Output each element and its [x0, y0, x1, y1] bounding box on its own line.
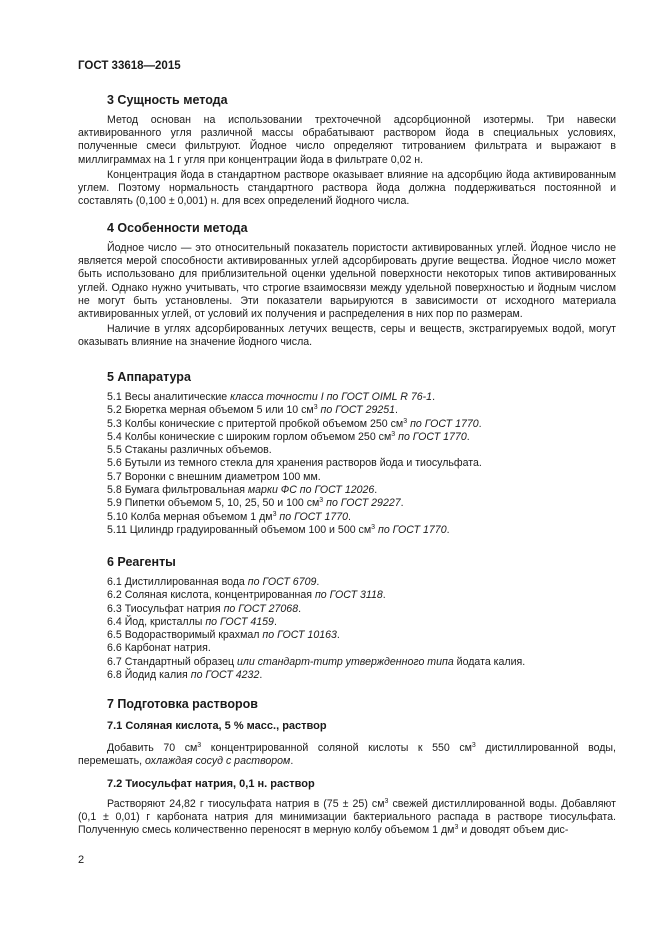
list-item	[107, 616, 525, 629]
document-header: ГОСТ 33618—2015	[78, 60, 181, 72]
text-fragment: .	[290, 755, 294, 768]
item-text: Воронки с внешним диаметром 100 мм.	[124, 470, 321, 483]
subsection-7-2-paragraph	[78, 798, 616, 838]
item-number: 5.8	[107, 484, 122, 497]
item-text: Колбы конические с притертой пробкой объемом 250 см	[124, 417, 404, 430]
list-item	[107, 497, 482, 510]
item-number: 5.5	[107, 444, 122, 457]
section-3-paragraph-1	[78, 114, 616, 167]
list-item	[107, 629, 525, 642]
superscript: 3	[197, 742, 202, 749]
text-fragment: Добавить 70 см	[107, 742, 198, 754]
item-end: .	[446, 523, 450, 536]
item-superscript: 3	[371, 523, 376, 531]
item-text: Бутыли из темного стекла для хранения растворов йода и тиосульфата.	[124, 457, 482, 470]
apparatus-list	[107, 391, 482, 537]
item-italic: по ГОСТ 29251	[320, 404, 396, 417]
item-tail: йодата калия.	[453, 655, 526, 668]
item-number: 6.2	[107, 589, 122, 602]
item-end: .	[466, 430, 470, 443]
item-italic: класса точности I по ГОСТ OIML R 76-1	[230, 391, 433, 403]
section-4-paragraph-1-text: Йодное число — это относительный показатель пористости активированных углей. Йодное число не является мерой способности активированных углей адсорбировать другие вещества. Йодное число может быть использовано для приблизительной оценки удельной поверхности некоторых типов активированных углей. Однако нужно учитывать, что строгие взаимосвязи между удельной поверхностью и йодным числом не могут быть установлены. Эти показатели варьируются в зависимости от исходного материала активированных углей, от условий их получения и распределения в них пор по размерам.	[78, 242, 616, 321]
section-5-title: 5 Аппаратура	[107, 370, 191, 384]
item-superscript: 3	[313, 404, 318, 412]
item-italic: марки ФС по ГОСТ 12026	[247, 484, 375, 497]
item-end: .	[259, 669, 263, 682]
item-text: Соляная кислота, концентрированная	[124, 589, 315, 602]
item-end: .	[478, 417, 482, 430]
item-end: .	[395, 404, 398, 417]
item-end: .	[336, 629, 340, 642]
item-italic: или стандарт-титр утвержденного типа	[237, 655, 454, 668]
italic-fragment: охлаждая сосуд с раствором	[145, 755, 291, 768]
item-italic: по ГОСТ 27068	[223, 602, 299, 615]
section-3-paragraph-2-text: Концентрация йода в стандартном растворе оказывает влияние на адсорбцию йода активированным углем. Поэтому нормальность стандартного раствора йода должна поддерживаться постоянной и составлять (0,100 ± 0,001) н. для всех определений йодного числа.	[78, 169, 616, 208]
text-fragment: концентрированной соляной кислоты к 550 см	[201, 742, 472, 754]
item-text: Цилиндр градуированный объемом 100 и 500 см	[129, 523, 372, 536]
section-6-title: 6 Реагенты	[107, 555, 176, 569]
item-text: Водорастворимый крахмал	[124, 629, 263, 642]
section-7-title: 7 Подготовка растворов	[107, 697, 258, 711]
item-number: 5.2	[107, 404, 122, 417]
item-end: .	[273, 615, 277, 628]
item-end: .	[382, 589, 386, 602]
item-italic: по ГОСТ 3118	[314, 589, 383, 602]
section-4-title: 4 Особенности метода	[107, 221, 248, 235]
subsection-7-2-title: 7.2 Тиосульфат натрия, 0,1 н. раствор	[107, 778, 315, 790]
section-3-paragraph-1-text: Метод основан на использовании трехточечной адсорбционной изотермы. Три навески активированного угля различной массы обрабатывают раствором йода в специальных условиях, полученные смеси фильтруют. Йодное число определяют титрованием фильтрата и выражают в миллиграммах на 1 г угля при концентрации йода в фильтрате 0,02 н.	[78, 114, 616, 166]
text-fragment: и доводят объем дис-	[458, 824, 569, 837]
item-number: 6.4	[107, 615, 122, 628]
list-item	[107, 457, 482, 470]
item-number: 6.5	[107, 629, 122, 642]
subsection-7-1-title: 7.1 Соляная кислота, 5 % масс., раствор	[107, 720, 327, 732]
item-italic: по ГОСТ 4159	[205, 615, 274, 628]
item-italic: по ГОСТ 4232	[190, 669, 260, 682]
text-fragment: свежей дистиллированной воды. Добавляют (0,1 ± 0,01) г карбоната натрия для минимизации бактериального распада в растворе тиосульфата. Полученную смесь количественно переносят в мерную колбу объемом 1 дм	[78, 798, 616, 837]
reagents-list	[107, 576, 525, 682]
list-item	[107, 524, 482, 537]
item-text: Бюретка мерная объемом 5 или 10 см	[124, 404, 314, 417]
item-end: .	[316, 576, 320, 588]
item-superscript: 3	[403, 417, 408, 425]
item-end: .	[432, 391, 436, 403]
list-item	[107, 589, 525, 602]
item-italic: по ГОСТ 6709	[247, 576, 317, 588]
item-italic: по ГОСТ 29227	[326, 497, 401, 510]
item-text: Весы аналитические	[124, 391, 231, 403]
list-item	[107, 576, 525, 589]
list-item	[107, 431, 482, 444]
section-4-paragraph-1	[78, 242, 616, 321]
list-item	[107, 603, 525, 616]
item-superscript: 3	[391, 430, 396, 438]
list-item	[107, 642, 525, 655]
item-text: Тиосульфат натрия	[124, 602, 224, 615]
list-item	[107, 656, 525, 669]
item-number: 5.3	[107, 417, 122, 430]
item-number: 6.6	[107, 642, 122, 655]
superscript: 3	[384, 798, 389, 805]
page-number: 2	[78, 854, 85, 866]
item-italic: по ГОСТ 1770	[410, 417, 479, 430]
item-number: 5.11	[107, 523, 127, 536]
item-end: .	[348, 510, 351, 523]
item-end: .	[374, 484, 378, 497]
item-number: 6.8	[107, 669, 122, 682]
item-number: 5.7	[107, 470, 122, 483]
list-item	[107, 669, 525, 682]
section-4-paragraph-2	[78, 323, 616, 349]
list-item	[107, 444, 482, 457]
list-item	[107, 484, 482, 497]
item-text: Йод, кристаллы	[124, 615, 206, 628]
item-end: .	[400, 497, 404, 510]
section-4-paragraph-2-text: Наличие в углях адсорбированных летучих веществ, серы и веществ, экстрагируемых водой, могут оказывать влияние на значение йодного числа.	[78, 323, 616, 349]
item-italic: по ГОСТ 10163	[262, 629, 337, 642]
item-superscript: 3	[319, 497, 324, 505]
list-item	[107, 391, 482, 404]
list-item	[107, 418, 482, 431]
item-text: Бумага фильтровальная	[124, 484, 248, 497]
item-italic: по ГОСТ 1770	[279, 510, 349, 523]
superscript: 3	[454, 824, 459, 832]
item-number: 5.6	[107, 457, 122, 470]
item-text: Йодид калия	[124, 669, 191, 682]
item-number: 5.1	[107, 391, 122, 403]
item-text: Колба мерная объемом 1 дм	[130, 510, 273, 523]
item-italic: по ГОСТ 1770	[377, 523, 447, 536]
item-number: 6.1	[107, 576, 122, 588]
section-3-paragraph-2	[78, 169, 616, 209]
list-item	[107, 471, 482, 484]
item-superscript: 3	[272, 510, 277, 518]
item-number: 5.4	[107, 430, 122, 443]
item-number: 5.10	[107, 510, 128, 523]
text-fragment: дистиллированной воды, перемешать,	[78, 742, 616, 768]
item-text: Пипетки объемом 5, 10, 25, 50 и 100 см	[124, 497, 320, 510]
item-number: 5.9	[107, 497, 122, 510]
item-number: 6.7	[107, 655, 122, 668]
text-fragment: Растворяют 24,82 г тиосульфата натрия в (75 ± 25) см	[107, 798, 385, 810]
item-text: Стандартный образец	[124, 655, 237, 668]
item-text: Колбы конические с широким горлом объемом 250 см	[124, 430, 392, 443]
list-item	[107, 511, 482, 524]
list-item	[107, 404, 482, 417]
item-text: Стаканы различных объемов.	[124, 444, 272, 457]
item-text: Карбонат натрия.	[124, 642, 211, 655]
item-end: .	[298, 602, 302, 615]
subsection-7-1-paragraph	[78, 742, 616, 768]
section-3-title: 3 Сущность метода	[107, 93, 228, 107]
item-text: Дистиллированная вода	[124, 576, 248, 588]
superscript: 3	[471, 742, 476, 749]
item-number: 6.3	[107, 602, 122, 615]
item-italic: по ГОСТ 1770	[398, 430, 467, 443]
